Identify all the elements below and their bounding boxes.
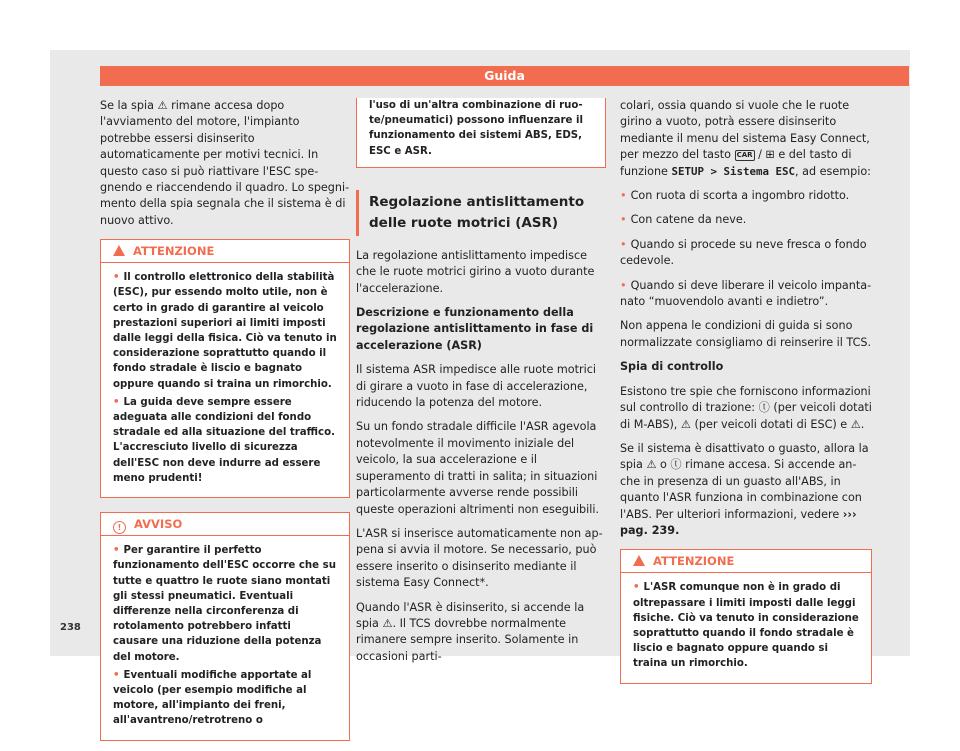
notice-title: AVVISO — [134, 517, 183, 532]
asr-paragraph-3: L'ASR si inserisce automaticamente non appena si avvia il motore. Se necessario, può essere inserito o disinserito mediante il sistema Easy Connect*. — [356, 526, 603, 590]
asr-paragraph-1: Il sistema ASR impedisce alle ruote motrici di girare a vuoto in fase di accelerazione, riducendo la potenza del motore. — [356, 363, 596, 410]
car-key-icon: CAR — [736, 151, 753, 160]
list-item-text: Con catene da neve. — [630, 213, 747, 227]
manual-page — [50, 50, 910, 727]
notice-box-header — [101, 513, 349, 536]
warning-title: ATTENZIONE — [133, 244, 215, 259]
warning-box — [100, 239, 350, 498]
warning-box-header — [101, 240, 349, 263]
asr-paragraph-4: Quando l'ASR è disinserito, si accende la spia ⚠. Il TCS dovrebbe normalmente rimanere sempre inserito. Solamente in occasioni parti- — [356, 600, 585, 663]
warning-item-text: La guida deve sempre essere adeguata alle condizioni del fondo stradale ed alla situazione del traffico. L'accresciuto livello di sicurezza dell'ESC non deve indurre ad essere meno prudenti! — [113, 396, 335, 484]
subheading-warning-lights: Spia di controllo — [620, 360, 724, 374]
column-left — [100, 98, 350, 751]
warning-box-body — [101, 263, 349, 497]
tcs-paragraph-1 — [620, 98, 872, 180]
bullet-icon: • — [113, 272, 120, 284]
list-item-text: Quando si procede su neve fresca o fondo cedevole. — [620, 237, 867, 268]
bullet-icon: • — [620, 237, 627, 251]
warning-triangle-icon — [633, 555, 645, 566]
bullet-icon: • — [620, 278, 627, 292]
tcs-paragraph-3: Esistono tre spie che forniscono informazioni sul controllo di trazione: ⓣ (per veicoli dotati di M-ABS), ⚠ (per veicoli dotati di ESC) e ⚠. — [620, 384, 872, 431]
tcs-text: colari, ossia quando si vuole che le ruote girino a vuoto, potrà essere disinserito mediante il menu del sistema Easy Connect, per mezzo del tasto — [620, 99, 870, 162]
warning-item-text: L'ASR comunque non è in grado di oltrepassare i limiti imposti dalle leggi fisiche. Ciò va tenuto in considerazione soprattutto quando il fondo stradale è liscio e bagnato oppure quando si traina un rimorchio. — [633, 582, 859, 670]
list-item — [620, 278, 872, 311]
warning-item — [113, 270, 339, 392]
bullet-icon: • — [633, 582, 640, 594]
menu-path: SETUP > Sistema ESC — [671, 164, 795, 178]
list-item-text: Quando si deve liberare il veicolo impantanato “muovendolo avanti e indietro”. — [620, 278, 872, 309]
esc-warning-light-paragraph: Se la spia ⚠ rimane accesa dopo l'avviamento del motore, l'impianto potrebbe essersi disinserito automaticamente per motivi tecnici. In questo caso si può riattivare l'ESC spegnendo e riaccendendo il quadro. Lo spegnimento della spia segnala che il sistema è di nuovo attivo. — [100, 99, 350, 227]
list-item-text: Con ruota di scorta a ingombro ridotto. — [630, 189, 850, 203]
column-middle — [356, 98, 606, 673]
column-right — [620, 98, 872, 694]
bullet-icon: • — [113, 669, 120, 681]
notice-item — [113, 543, 339, 665]
subheading: Descrizione e funzionamento della regolazione antislittamento in fase di accelerazione (ASR) — [356, 306, 594, 352]
warning-item — [113, 395, 339, 486]
section-title: Regolazione antislittamento delle ruote motrici (ASR) — [356, 190, 606, 236]
bullet-icon: • — [113, 396, 120, 408]
warning-item-text: Il controllo elettronico della stabilità (ESC), pur essendo molto utile, non è certo in grado di garantire al veicolo prestazioni superiori ai limiti imposti dalle leggi della fisica. Ciò va tenuto in considerazione soprattutto quando il fondo stradale è liscio e bagnato oppure quando si traina un rimorchio. — [113, 272, 337, 390]
warning-title: ATTENZIONE — [653, 554, 735, 569]
warning-triangle-icon — [113, 245, 125, 256]
tcs-text: / ⊞ e del tasto di funzione — [620, 148, 852, 178]
notice-box-body — [101, 536, 349, 739]
list-item — [620, 212, 872, 228]
notice-item-text: Eventuali modifiche apportate al veicolo (per esempio modifiche al motore, all'impianto dei freni, all'avantreno/retrotreno o — [113, 669, 312, 727]
chapter-header: Guida — [100, 66, 909, 86]
warning-box-header — [621, 550, 871, 573]
tcs-text: , ad esempio: — [795, 164, 871, 178]
notice-continued-text: l'uso di un'altra combinazione di ruote/pneumatici) possono influenzare il funzionamento dei sistemi ABS, EDS, ESC e ASR. — [369, 100, 583, 157]
tcs-text: Se il sistema è disattivato o guasto, allora la spia ⚠ o ⓣ rimane accesa. Si accende anche in presenza di un guasto all'ABS, in quanto l'ASR funziona in combinazione con l'ABS. Per ulteriori informazioni, vedere — [620, 441, 869, 521]
bullet-icon: • — [620, 189, 627, 203]
section-intro: La regolazione antislittamento impedisce che le ruote motrici girino a vuoto durante l'accelerazione. — [356, 248, 595, 295]
page-number: 238 — [60, 622, 81, 633]
info-circle-icon: ! — [113, 521, 126, 534]
notice-item — [113, 668, 339, 729]
conditions-list — [620, 188, 872, 310]
asr-paragraph-2: Su un fondo stradale difficile l'ASR agevola notevolmente il movimento iniziale del veicolo, la sua accelerazione e il superamento di tratti in salita; in situazioni particolarmente avverse rende possibili queste operazioni altrimenti non eseguibili. — [356, 420, 600, 516]
warning-item — [633, 580, 861, 671]
page-reference-link[interactable]: ››› pag. 239. — [620, 507, 857, 537]
list-item — [620, 237, 872, 270]
notice-box — [100, 512, 350, 740]
list-item — [620, 188, 872, 204]
warning-box-body — [621, 573, 871, 682]
bullet-icon: • — [113, 545, 120, 557]
tcs-paragraph-2: Non appena le condizioni di guida si sono normalizzate consigliamo di reinserire il TCS. — [620, 319, 872, 349]
bullet-icon: • — [620, 213, 627, 227]
notice-box-continued — [356, 98, 606, 168]
tcs-paragraph-4 — [620, 441, 872, 539]
notice-item-text: Per garantire il perfetto funzionamento dell'ESC occorre che su tutte e quattro le ruote siano montati gli stessi pneumatici. Eventuali differenze nella circonferenza di rotolamento potrebbero infatti causare una riduzione della potenza del motore. — [113, 545, 336, 663]
warning-box-asr — [620, 549, 872, 683]
